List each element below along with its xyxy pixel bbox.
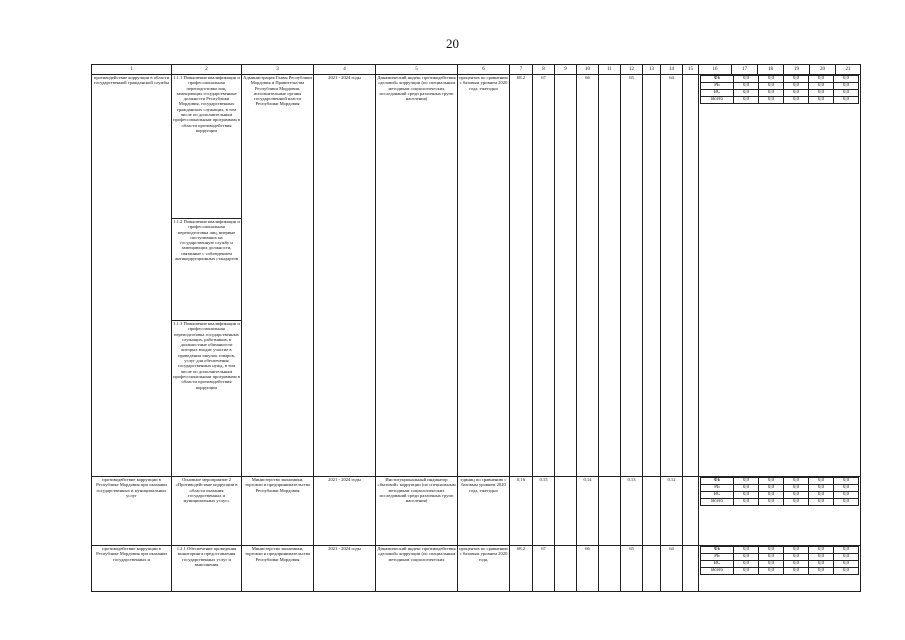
value-cell: 64 — [661, 546, 683, 592]
goal-cell: противодействие коррупции в Республике Мордовия при оказании государственных и — [92, 546, 172, 592]
finance-value: 0,0 — [784, 478, 809, 485]
finance-value: 0,0 — [784, 568, 809, 575]
finance-value: 0,0 — [834, 492, 859, 499]
finance-value: 0,0 — [759, 492, 784, 499]
col-header: 2 — [172, 65, 242, 75]
value-cell: 68,2 — [510, 546, 533, 592]
col-header: 7 — [510, 65, 533, 75]
finance-value: 0,0 — [759, 485, 784, 492]
finance-value: 0,0 — [809, 568, 834, 575]
col-header: 13 — [643, 65, 661, 75]
period-cell: 2021 - 2024 годы — [314, 546, 376, 592]
finance-value: 0,0 — [734, 499, 759, 506]
finance-value: 0,0 — [734, 97, 759, 104]
finance-value: 0,0 — [809, 499, 834, 506]
col-header: 9 — [555, 65, 577, 75]
finance-row — [701, 547, 859, 554]
finance-label: Всего — [701, 499, 734, 506]
value-cell: 0,16 — [510, 477, 533, 546]
value-cell — [643, 75, 661, 477]
finance-value: 0,0 — [734, 547, 759, 554]
finance-value: 0,0 — [759, 90, 784, 97]
finance-block — [699, 546, 861, 592]
finance-value: 0,0 — [809, 83, 834, 90]
col-header: 18 — [758, 65, 784, 75]
finance-value: 0,0 — [734, 83, 759, 90]
finance-value: 0,0 — [834, 90, 859, 97]
finance-value: 0,0 — [759, 83, 784, 90]
finance-value: 0,0 — [834, 97, 859, 104]
executor-cell: Министерство экономики, торговли и предпринимательства Республики Мордовия — [242, 477, 314, 546]
col-header: 11 — [599, 65, 621, 75]
value-cell: 0,15 — [533, 477, 555, 546]
finance-value: 0,0 — [809, 485, 834, 492]
col-header: 4 — [314, 65, 376, 75]
finance-value: 0,0 — [834, 554, 859, 561]
page-number: 20 — [446, 36, 459, 51]
finance-row — [701, 554, 859, 561]
col-header: 15 — [683, 65, 699, 75]
finance-value: 0,0 — [809, 97, 834, 104]
value-cell — [599, 546, 621, 592]
value-cell — [683, 75, 699, 477]
value-cell: 67 — [533, 546, 555, 592]
finance-value: 0,0 — [734, 554, 759, 561]
value-cell: 67 — [533, 75, 555, 477]
period-cell: 2021 - 2024 годы — [314, 75, 376, 477]
finance-value: 0,0 — [784, 76, 809, 83]
finance-value: 0,0 — [809, 90, 834, 97]
value-cell — [643, 546, 661, 592]
indicator-cell: Институциональный индикатор «бытовой» коррупции (по специальным методикам социологических исследований среди различных групп населения) — [376, 477, 458, 546]
finance-row — [701, 478, 859, 485]
finance-row — [701, 485, 859, 492]
table-row — [92, 477, 861, 546]
finance-row — [701, 76, 859, 83]
value-cell — [555, 75, 577, 477]
activity-cell: 1.1.3 Повышение квалификации и профессиональная переподготовка государственных служащих, работников, в должностные обязанности которых входит участие в проведении закупок товаров, услуг для обеспечения государственных нужд, в том числе по дополнительным профессиональным программам в области противодействия коррупции — [172, 321, 242, 477]
finance-row — [701, 568, 859, 575]
finance-value: 0,0 — [809, 547, 834, 554]
activity-cell: Основное мероприятие 2 «Противодействие коррупции в области оказания государственных и муниципальных услуг» — [172, 477, 242, 546]
finance-value: 0,0 — [784, 554, 809, 561]
finance-value: 0,0 — [834, 568, 859, 575]
col-header: 20 — [810, 65, 836, 75]
activity-cell: 1.1.2 Повышение квалификации и профессиональная переподготовка лиц, впервые поступивших на государственную службу и замещающих должности, связанные с соблюдением антикоррупционных стандартов — [172, 219, 242, 321]
finance-value: 0,0 — [809, 492, 834, 499]
finance-value: 0,0 — [759, 554, 784, 561]
finance-value: 0,0 — [784, 485, 809, 492]
activity-cell: 1.2.1 Обеспечение проведения мониторинга предоставления государственных услуг и выполнения — [172, 546, 242, 592]
finance-label: РБ — [701, 83, 734, 90]
finance-value: 0,0 — [834, 499, 859, 506]
value-cell — [599, 477, 621, 546]
finance-label: ВС — [701, 90, 734, 97]
finance-table — [700, 75, 859, 104]
finance-value: 0,0 — [784, 97, 809, 104]
value-cell — [599, 75, 621, 477]
finance-label: ФБ — [701, 547, 734, 554]
finance-row — [701, 492, 859, 499]
finance-label: ФБ — [701, 76, 734, 83]
finance-value: 0,0 — [734, 568, 759, 575]
value-cell: 68,2 — [510, 75, 533, 477]
value-cell — [555, 477, 577, 546]
col-header: 16 — [699, 65, 732, 75]
finance-value: 0,0 — [809, 561, 834, 568]
col-header: 3 — [242, 65, 314, 75]
finance-value: 0,0 — [834, 76, 859, 83]
finance-label: Всего — [701, 97, 734, 104]
finance-value: 0,0 — [759, 76, 784, 83]
col-header: 17 — [732, 65, 758, 75]
value-cell — [555, 546, 577, 592]
finance-value: 0,0 — [834, 547, 859, 554]
finance-value: 0,0 — [784, 499, 809, 506]
col-header: 1 — [92, 65, 172, 75]
finance-value: 0,0 — [734, 478, 759, 485]
value-cell — [683, 477, 699, 546]
finance-value: 0,0 — [759, 568, 784, 575]
value-cell: 66 — [577, 546, 599, 592]
finance-value: 0,0 — [759, 547, 784, 554]
finance-label: ВС — [701, 492, 734, 499]
col-header: 21 — [836, 65, 861, 75]
finance-value: 0,0 — [759, 561, 784, 568]
finance-value: 0,0 — [784, 561, 809, 568]
finance-value: 0,0 — [759, 499, 784, 506]
finance-row — [701, 561, 859, 568]
finance-label: ВС — [701, 561, 734, 568]
value-cell: 65 — [621, 546, 643, 592]
indicator-cell: Динамический индекс противодействия «деловой» коррупции (по специальным методикам социологических — [376, 546, 458, 592]
finance-value: 0,0 — [734, 485, 759, 492]
value-cell: 0,12 — [661, 477, 683, 546]
col-header: 8 — [533, 65, 555, 75]
finance-value: 0,0 — [834, 485, 859, 492]
col-header: 5 — [376, 65, 458, 75]
finance-label: РБ — [701, 554, 734, 561]
table-row — [92, 75, 861, 219]
unit-cell: процентов по сравнению с базовым уровнем 2020 года, ежегодно — [458, 75, 510, 477]
activity-cell: 1.1.1 Повышение квалификации и профессиональная переподготовка лиц, замещающих государственные должности Республики Мордовия, государственных гражданских служащих, в том числе по дополнительным профессиональным программам в области противодействия коррупции — [172, 75, 242, 219]
finance-label: Всего — [701, 568, 734, 575]
value-cell: 0,13 — [621, 477, 643, 546]
finance-value: 0,0 — [734, 492, 759, 499]
finance-row — [701, 499, 859, 506]
finance-value: 0,0 — [809, 76, 834, 83]
unit-cell: единиц по сравнению с базовым уровнем 2020 года, ежегодно — [458, 477, 510, 546]
finance-value: 0,0 — [734, 561, 759, 568]
finance-value: 0,0 — [759, 97, 784, 104]
finance-label: ФБ — [701, 478, 734, 485]
executor-cell: Администрация Главы Республики Мордовия и Правительства Республики Мордовия, исполнительные органы государственной власти Республики Мордовия — [242, 75, 314, 477]
col-header: 19 — [784, 65, 810, 75]
col-header: 6 — [458, 65, 510, 75]
header-row — [92, 65, 861, 75]
goal-cell: противодействие коррупции в Республике Мордовия при оказании государственных и муниципальных услуг — [92, 477, 172, 546]
finance-value: 0,0 — [809, 554, 834, 561]
col-header: 14 — [661, 65, 683, 75]
finance-value: 0,0 — [834, 83, 859, 90]
finance-table — [700, 546, 859, 575]
finance-value: 0,0 — [734, 90, 759, 97]
finance-row — [701, 83, 859, 90]
indicator-cell: Динамический индекс противодействия «деловой» коррупции (по специальным методикам социологических исследований среди различных групп населения) — [376, 75, 458, 477]
col-header: 12 — [621, 65, 643, 75]
finance-row — [701, 90, 859, 97]
finance-value: 0,0 — [784, 83, 809, 90]
finance-value: 0,0 — [784, 492, 809, 499]
table-row — [92, 546, 861, 592]
value-cell: 64 — [661, 75, 683, 477]
finance-value: 0,0 — [784, 547, 809, 554]
finance-table — [700, 477, 859, 506]
program-table — [91, 64, 861, 592]
value-cell: 0,14 — [577, 477, 599, 546]
finance-value: 0,0 — [784, 90, 809, 97]
value-cell — [643, 477, 661, 546]
finance-label: РБ — [701, 485, 734, 492]
executor-cell: Министерство экономики, торговли и предпринимательства Республики Мордовия — [242, 546, 314, 592]
unit-cell: процентов по сравнению с базовым уровнем 2020 года, — [458, 546, 510, 592]
col-header: 10 — [577, 65, 599, 75]
period-cell: 2021 - 2024 годы — [314, 477, 376, 546]
value-cell: 66 — [577, 75, 599, 477]
finance-block — [699, 75, 861, 477]
finance-value: 0,0 — [734, 76, 759, 83]
finance-value: 0,0 — [759, 478, 784, 485]
finance-value: 0,0 — [809, 478, 834, 485]
finance-block — [699, 477, 861, 546]
value-cell — [683, 546, 699, 592]
value-cell: 65 — [621, 75, 643, 477]
finance-row — [701, 97, 859, 104]
finance-value: 0,0 — [834, 478, 859, 485]
goal-cell: противодействие коррупции в области государственной гражданской службы — [92, 75, 172, 477]
finance-value: 0,0 — [834, 561, 859, 568]
